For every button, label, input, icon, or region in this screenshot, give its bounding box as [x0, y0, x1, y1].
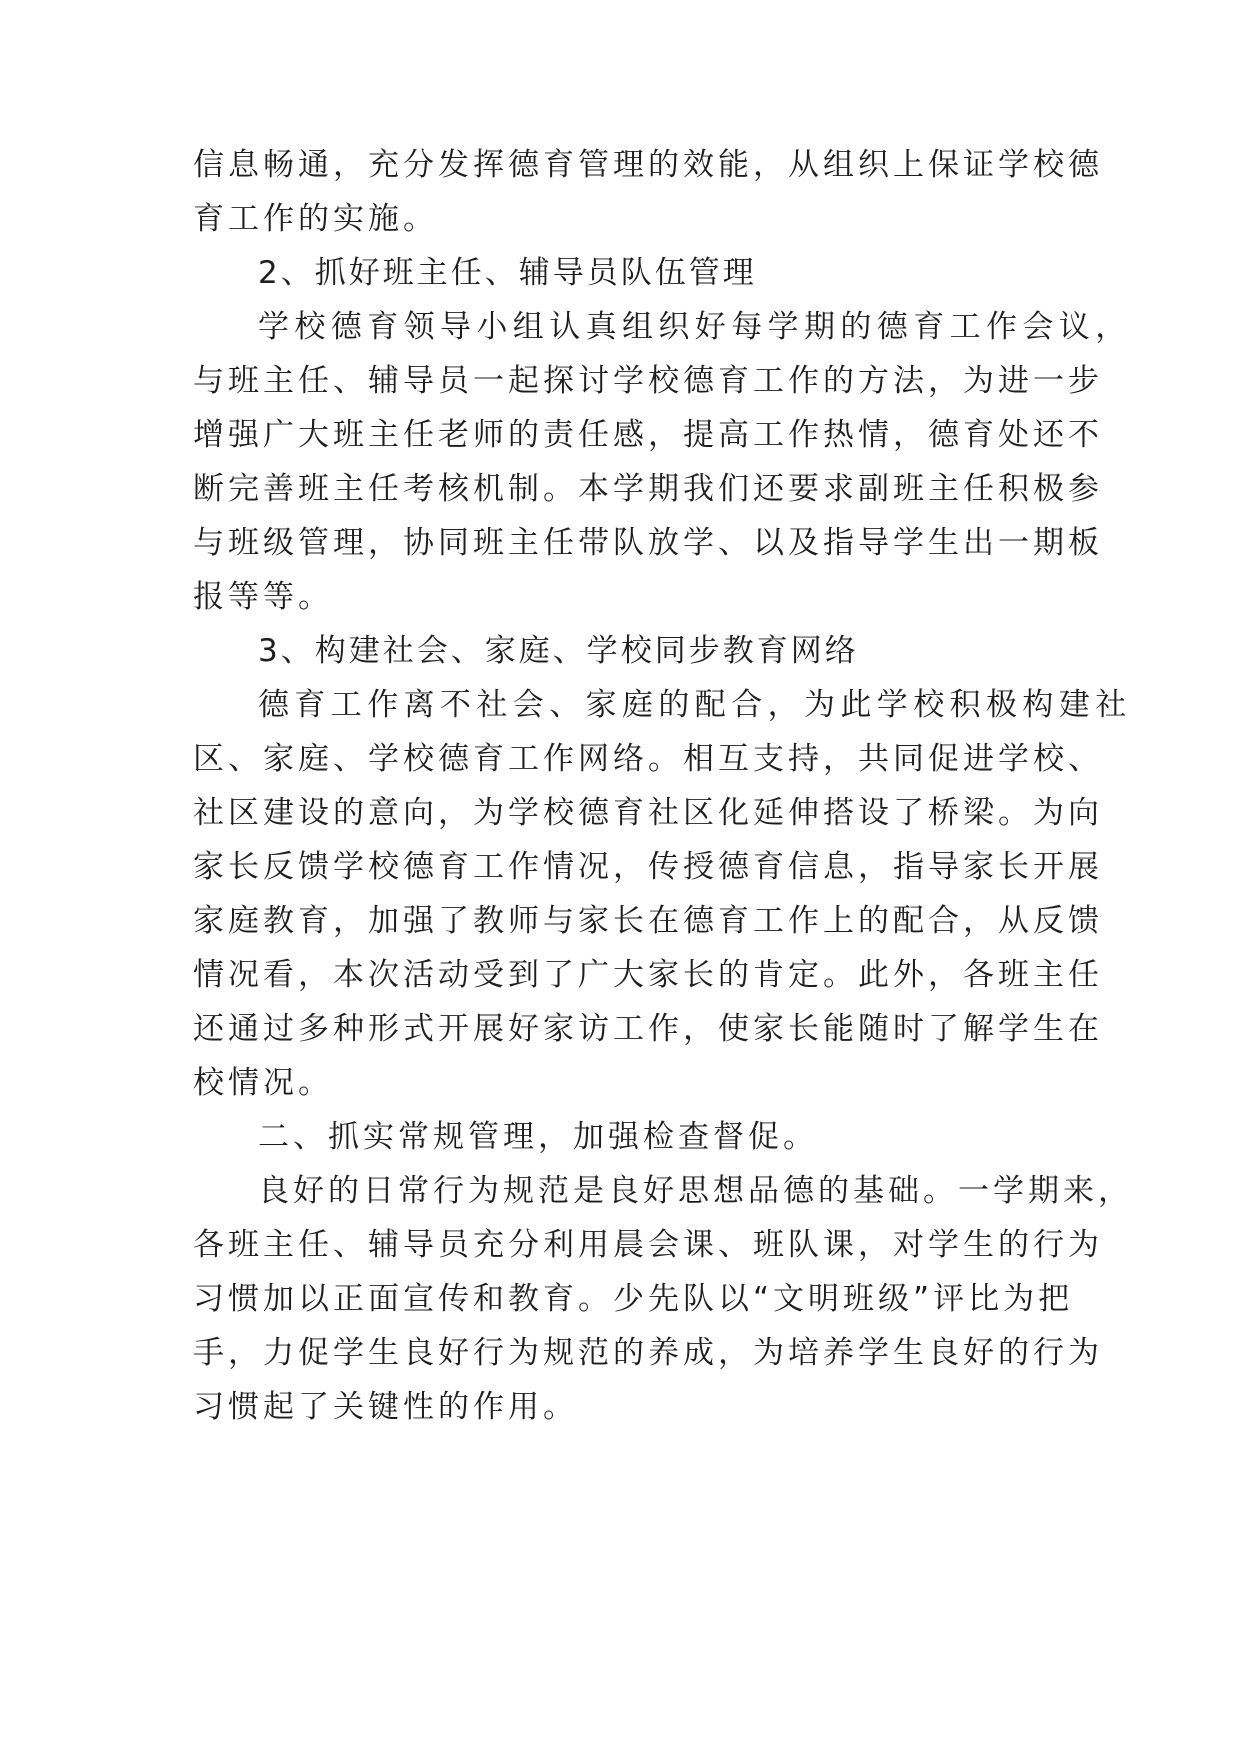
- text-line: 手，力促学生良好行为规范的养成，为培养学生良好的行为: [193, 1335, 1103, 1371]
- section-heading: 3、构建社会、家庭、学校同步教育网络: [258, 633, 859, 669]
- text-line: 信息畅通，充分发挥德育管理的效能，从组织上保证学校德: [193, 147, 1103, 183]
- text-line: 育工作的实施。: [193, 201, 438, 237]
- section-heading: 二、抓实常规管理，加强检查督促。: [258, 1119, 818, 1155]
- text-line: 各班主任、辅导员充分利用晨会课、班队课，对学生的行为: [193, 1227, 1103, 1263]
- text-line: 与班主任、辅导员一起探讨学校德育工作的方法，为进一步: [193, 363, 1103, 399]
- text-line: 学校德育领导小组认真组织好每学期的德育工作会议，: [258, 309, 1132, 345]
- text-line: 良好的日常行为规范是良好思想品德的基础。一学期来，: [258, 1173, 1133, 1209]
- text-line: 家长反馈学校德育工作情况，传授德育信息，指导家长开展: [193, 849, 1103, 885]
- text-line: 增强广大班主任老师的责任感，提高工作热情，德育处还不: [193, 417, 1103, 453]
- text-line: 社区建设的意向，为学校德育社区化延伸搭设了桥梁。为向: [193, 795, 1103, 831]
- section-heading: 2、抓好班主任、辅导员队伍管理: [258, 255, 757, 291]
- text-line: 与班级管理，协同班主任带队放学、以及指导学生出一期板: [193, 525, 1103, 561]
- text-line: 区、家庭、学校德育工作网络。相互支持，共同促进学校、: [193, 741, 1103, 777]
- text-line: 校情况。: [193, 1065, 333, 1101]
- text-line: 报等等。: [193, 579, 333, 615]
- text-line: 德育工作离不社会、家庭的配合，为此学校积极构建社: [258, 687, 1132, 723]
- text-line: 情况看，本次活动受到了广大家长的肯定。此外，各班主任: [193, 957, 1103, 993]
- text-line: 家庭教育，加强了教师与家长在德育工作上的配合，从反馈: [193, 903, 1103, 939]
- text-line: 还通过多种形式开展好家访工作，使家长能随时了解学生在: [193, 1011, 1103, 1047]
- text-line: 断完善班主任考核机制。本学期我们还要求副班主任积极参: [193, 471, 1103, 507]
- text-line: 习惯加以正面宣传和教育。少先队以“文明班级”评比为把: [193, 1281, 1074, 1317]
- text-line: 习惯起了关键性的作用。: [193, 1389, 578, 1425]
